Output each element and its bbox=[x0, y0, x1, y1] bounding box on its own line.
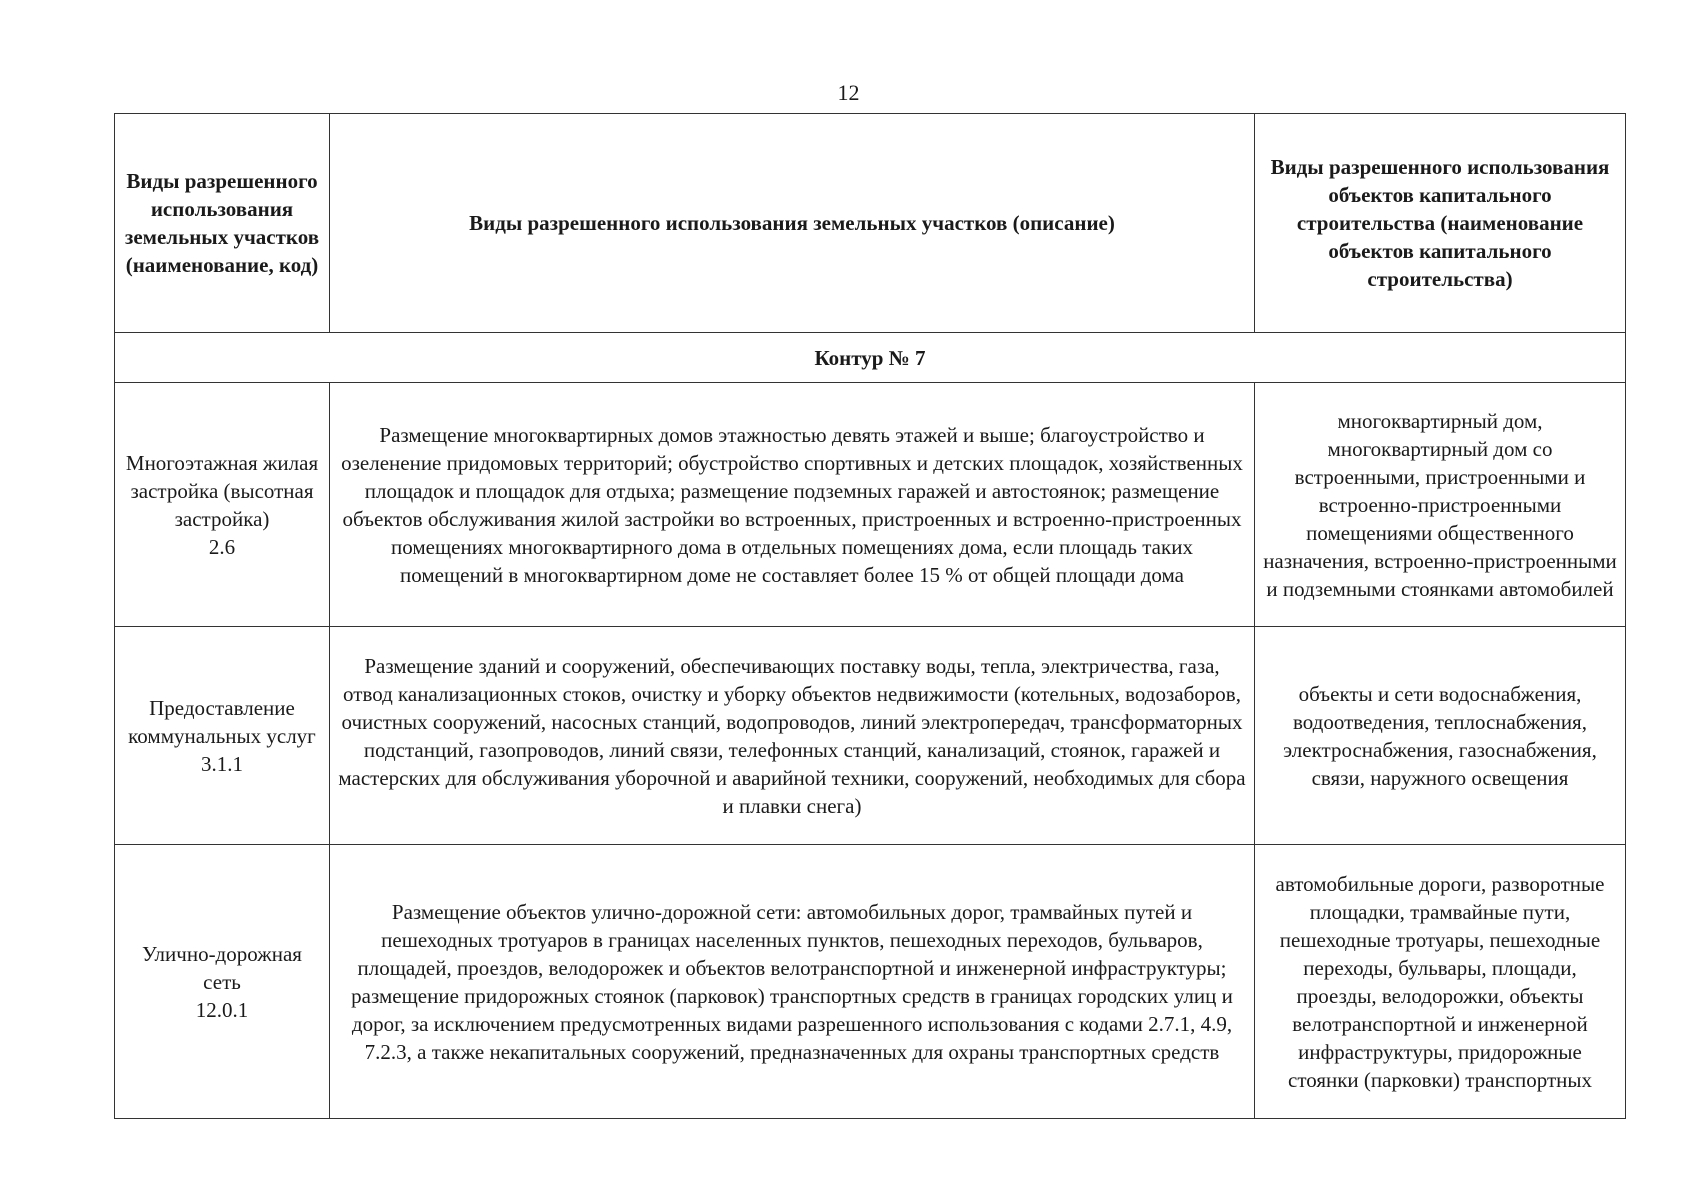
land-use-name-cell bbox=[115, 845, 330, 1119]
land-use-description: Размещение зданий и сооружений, обеспечивающих поставку воды, тепла, электричества, газа, отвод канализационных стоков, очистку и уборку объектов недвижимости (котельных, водозаборов, очистных сооружений, насосных станций, водопроводов, линий электропередач, трансформаторных подстанций, газопроводов, линий связи, телефонных станций, канализаций, стоянок, гаражей и мастерских для обслуживания уборочной и аварийной техники, сооружений, необходимых для сбора и плавки снега) bbox=[330, 627, 1255, 845]
header-land-use-name: Виды разрешенного использования земельных участков (наименование, код) bbox=[115, 114, 330, 333]
capital-objects: многоквартирный дом, многоквартирный дом со встроенными, пристроенными и встроенно-пристроенными помещениями общественного назначения, встроенно-пристроенными и подземными стоянками автомобилей bbox=[1255, 383, 1626, 627]
land-use-code: 2.6 bbox=[208, 534, 236, 559]
land-use-name: Улично-дорожная сеть bbox=[142, 941, 302, 994]
header-capital-objects: Виды разрешенного использования объектов капитального строительства (наименование объектов капитального строительства) bbox=[1255, 114, 1626, 333]
land-use-name-cell bbox=[115, 383, 330, 627]
land-use-description: Размещение объектов улично-дорожной сети: автомобильных дорог, трамвайных путей и пешеходных тротуаров в границах населенных пунктов, пешеходных переходов, бульваров, площадей, проездов, велодорожек и объектов велотранспортной и инженерной инфраструктуры; размещение придорожных стоянок (парковок) транспортных средств в границах городских улиц и дорог, за исключением предусмотренных видами разрешенного использования с кодами 2.7.1, 4.9, 7.2.3, а также некапитальных сооружений, предназначенных для охраны транспортных средств bbox=[330, 845, 1255, 1119]
table-row bbox=[115, 627, 1626, 845]
section-row bbox=[115, 333, 1626, 383]
land-use-table bbox=[114, 113, 1626, 1119]
section-title: Контур № 7 bbox=[115, 333, 1626, 383]
capital-objects: объекты и сети водоснабжения, водоотведения, теплоснабжения, электроснабжения, газоснабжения, связи, наружного освещения bbox=[1255, 627, 1626, 845]
table-row bbox=[115, 383, 1626, 627]
land-use-name: Предоставление коммунальных услуг bbox=[128, 695, 316, 748]
land-use-code: 12.0.1 bbox=[195, 997, 249, 1022]
table-header-row bbox=[115, 114, 1626, 333]
page-number: 12 bbox=[837, 80, 860, 105]
land-use-code: 3.1.1 bbox=[201, 751, 243, 776]
table-row bbox=[115, 845, 1626, 1119]
header-land-use-description: Виды разрешенного использования земельных участков (описание) bbox=[330, 114, 1255, 333]
land-use-name-cell bbox=[115, 627, 330, 845]
land-use-description: Размещение многоквартирных домов этажностью девять этажей и выше; благоустройство и озеленение придомовых территорий; обустройство спортивных и детских площадок, хозяйственных площадок и площадок для отдыха; размещение подземных гаражей и автостоянок; размещение объектов обслуживания жилой застройки во встроенных, пристроенных и встроенно-пристроенных помещениях многоквартирного дома в отдельных помещениях дома, если площадь таких помещений в многоквартирном доме не составляет более 15 % от общей площади дома bbox=[330, 383, 1255, 627]
capital-objects: автомобильные дороги, разворотные площадки, трамвайные пути, пешеходные тротуары, пешеходные переходы, бульвары, площади, проезды, велодорожки, объекты велотранспортной и инженерной инфраструктуры, придорожные стоянки (парковки) транспортных bbox=[1255, 845, 1626, 1119]
land-use-name: Многоэтажная жилая застройка (высотная застройка) bbox=[125, 450, 319, 531]
